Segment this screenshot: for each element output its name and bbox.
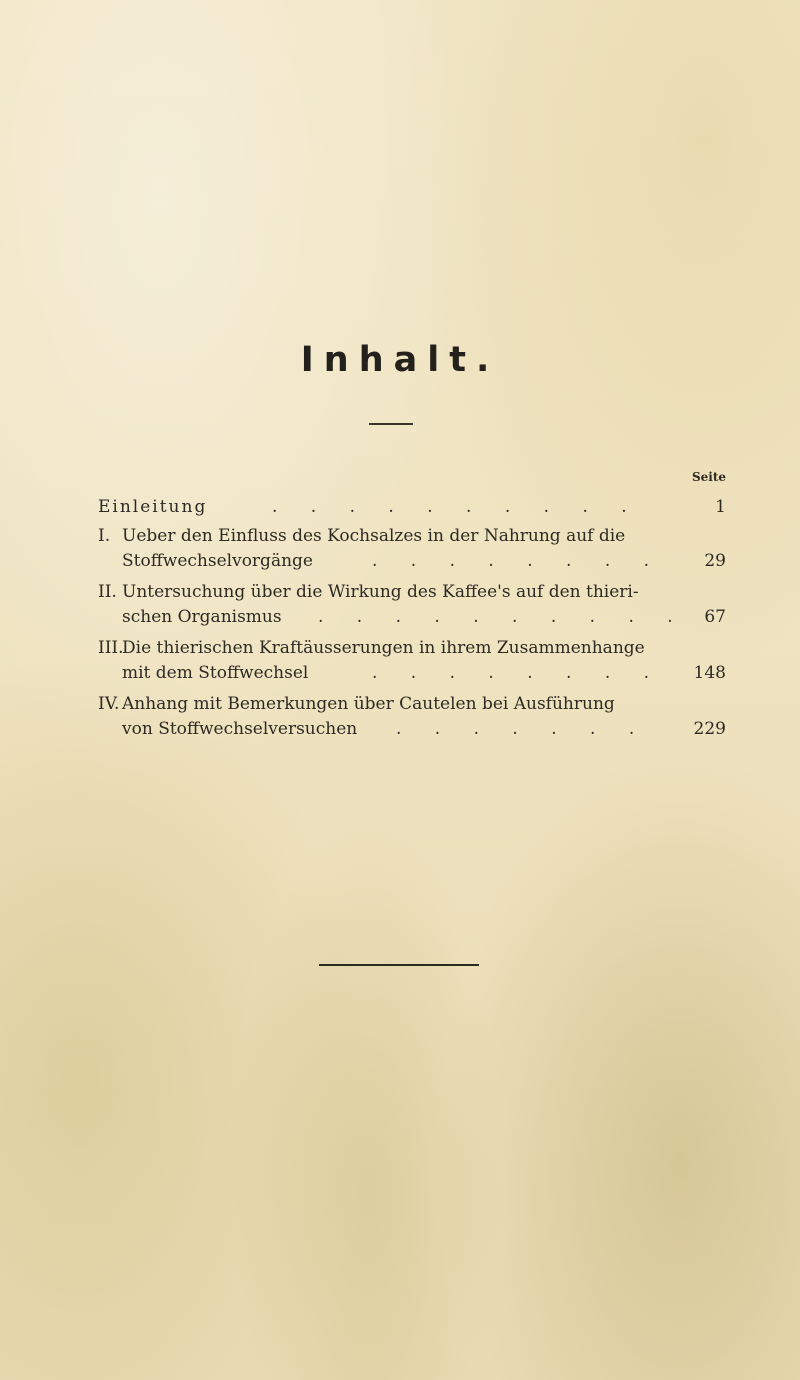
toc-entry-title-continued: von Stoffwechselversuchen bbox=[122, 719, 358, 739]
toc-entry-2 bbox=[98, 580, 726, 630]
toc-numeral: II. bbox=[98, 582, 117, 602]
toc-entry-1 bbox=[98, 524, 726, 574]
page-title: Inhalt. bbox=[300, 340, 500, 380]
dot-leader: . . . . . . . . bbox=[372, 551, 664, 571]
page-column-label: Seite bbox=[691, 470, 726, 484]
title-divider bbox=[369, 423, 413, 425]
toc-entry-3 bbox=[98, 636, 726, 686]
toc-page-number: 148 bbox=[693, 663, 726, 683]
toc-entry-intro bbox=[98, 495, 726, 520]
toc-entry-title-continued: Stoffwechselvorgänge bbox=[122, 551, 313, 571]
toc-numeral: III. bbox=[98, 638, 124, 658]
dot-leader: . . . . . . . . . . bbox=[318, 607, 687, 627]
dot-leader: . . . . . . . bbox=[396, 719, 649, 739]
toc-entry-title: Ueber den Einfluss des Kochsalzes in der Nahrung auf die bbox=[122, 526, 626, 546]
toc-entry-title: Untersuchung über die Wirkung des Kaffee's auf den thieri- bbox=[122, 582, 639, 602]
table-of-contents bbox=[98, 495, 726, 748]
dot-leader: . . . . . . . . . . bbox=[272, 497, 641, 517]
bottom-divider bbox=[319, 964, 479, 966]
toc-entry-title-continued: mit dem Stoffwechsel bbox=[122, 663, 309, 683]
toc-entry-title: Anhang mit Bemerkungen über Cautelen bei Ausführung bbox=[122, 694, 615, 714]
toc-entry-title: Einleitung bbox=[98, 497, 208, 517]
toc-page-number: 1 bbox=[715, 497, 726, 517]
toc-entry-4 bbox=[98, 692, 726, 742]
toc-page-number: 29 bbox=[704, 551, 726, 571]
toc-page-number: 67 bbox=[704, 607, 726, 627]
toc-entry-title-continued: schen Organismus bbox=[122, 607, 282, 627]
toc-page-number: 229 bbox=[693, 719, 726, 739]
toc-numeral: IV. bbox=[98, 694, 120, 714]
toc-entry-title: Die thierischen Kraftäusserungen in ihrem Zusammenhange bbox=[122, 638, 645, 658]
toc-numeral: I. bbox=[98, 526, 111, 546]
dot-leader: . . . . . . . . bbox=[372, 663, 664, 683]
